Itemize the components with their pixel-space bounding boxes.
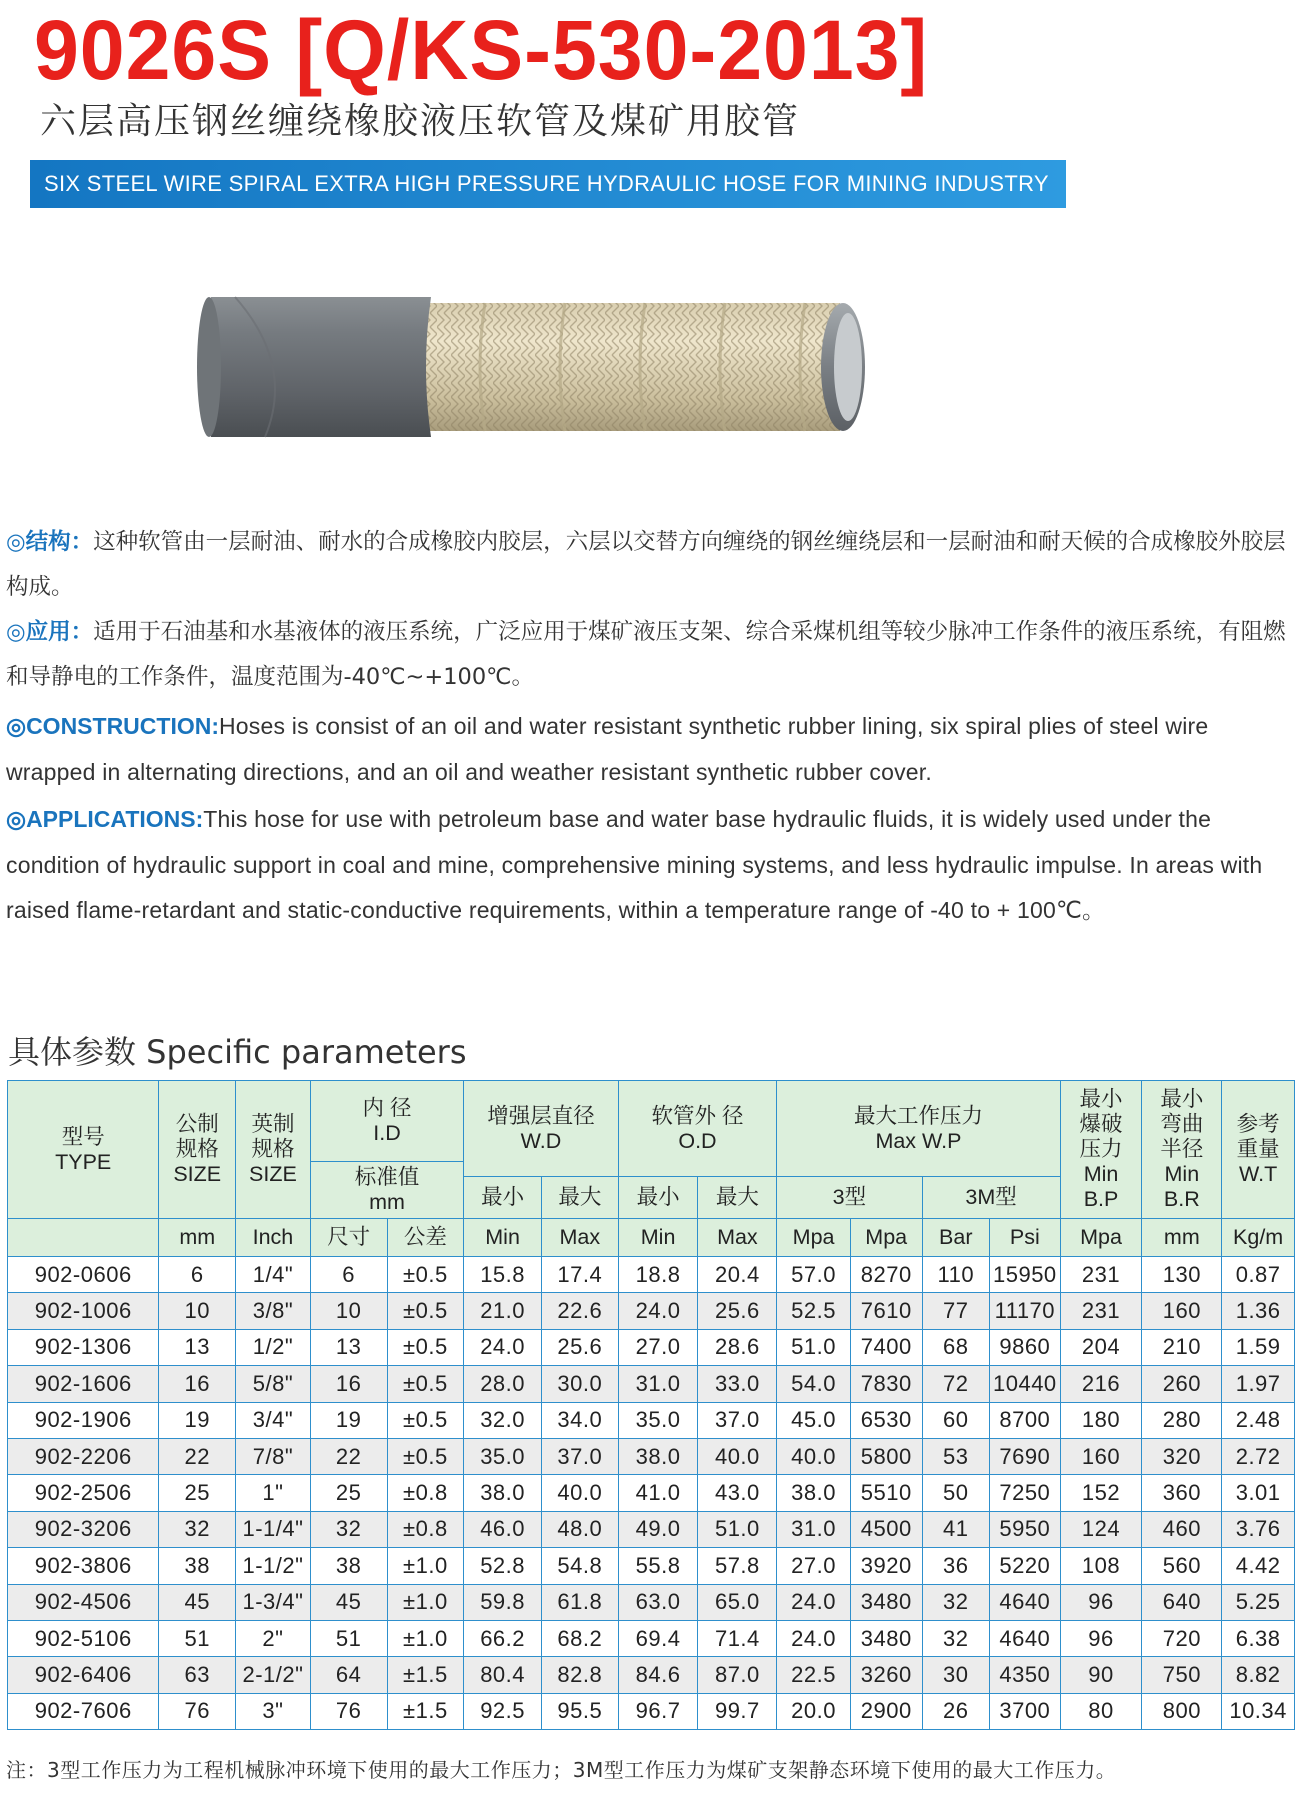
table-cell: 108 [1060,1548,1142,1584]
footnote: 注：3型工作压力为工程机械脉冲环境下使用的最大工作压力；3M型工作压力为煤矿支架静态环境下使用的最大工作压力。 [6,1758,1117,1782]
unit-cell: mm [1142,1219,1222,1257]
table-cell: 66.2 [464,1620,542,1656]
th-size-mm [159,1081,236,1219]
table-cell: 5510 [850,1475,922,1511]
table-cell: 22 [310,1438,387,1474]
table-cell: 40.0 [698,1438,777,1474]
table-cell: 31.0 [618,1366,698,1402]
unit-cell: Min [618,1219,698,1257]
table-cell: ±0.5 [387,1438,464,1474]
table-cell: 19 [159,1402,236,1438]
table-cell: 36 [922,1548,990,1584]
table-cell: 1/2" [236,1329,311,1365]
table-cell: 1.59 [1222,1329,1295,1365]
table-cell: 4640 [990,1620,1061,1656]
table-cell: 902-7606 [8,1693,159,1729]
table-cell: 160 [1142,1293,1222,1329]
table-cell: 16 [159,1366,236,1402]
table-cell: 560 [1142,1548,1222,1584]
th-od-text: 软管外 径 O.D [651,1103,744,1153]
en-construction-paragraph [6,704,1296,795]
unit-cell [8,1219,159,1257]
table-cell: ±0.5 [387,1257,464,1293]
table-cell: ±0.5 [387,1329,464,1365]
table-cell: 37.0 [698,1402,777,1438]
table-cell: 2900 [850,1693,922,1729]
table-cell: 57.8 [698,1548,777,1584]
table-cell: 38.0 [618,1438,698,1474]
table-cell: 51 [310,1620,387,1656]
table-cell: 24.0 [618,1293,698,1329]
table-cell: 92.5 [464,1693,542,1729]
en-applications-text: This hose for use with petroleum base and water base hydraulic fluids, it is widely used under the condition of hydraulic support in coal and mine, comprehensive mining systems, and less hydraulic impulse. In areas with raised flame-retardant and static-conductive requirements, within a temperature range of -40 to + 100℃。 [6,806,1263,923]
en-applications-label: ◎APPLICATIONS: [6,806,204,832]
table-row [8,1511,1295,1547]
table-cell: 902-0606 [8,1257,159,1293]
table-cell: 96 [1060,1584,1142,1620]
table-cell: 800 [1142,1693,1222,1729]
th-bp [1060,1081,1142,1219]
table-cell: 7610 [850,1293,922,1329]
table-cell: 3700 [990,1693,1061,1729]
spec-table [7,1080,1295,1730]
table-cell: 902-5106 [8,1620,159,1656]
table-cell: 63 [159,1657,236,1693]
table-cell: 7250 [990,1475,1061,1511]
table-cell: 3" [236,1693,311,1729]
cn-structure-label: ◎结构： [6,529,94,555]
table-row [8,1329,1295,1365]
spec-table-body [8,1257,1295,1730]
table-cell: 2-1/2" [236,1657,311,1693]
table-cell: 18.8 [618,1257,698,1293]
table-cell: 53 [922,1438,990,1474]
table-cell: 902-3806 [8,1548,159,1584]
table-cell: 46.0 [464,1511,542,1547]
table-row [8,1402,1295,1438]
hose-image [185,285,960,450]
table-cell: 1-3/4" [236,1584,311,1620]
table-cell: 22 [159,1438,236,1474]
table-row [8,1475,1295,1511]
table-cell: 32 [922,1620,990,1656]
table-row [8,1293,1295,1329]
table-cell: 95.5 [541,1693,618,1729]
table-row [8,1657,1295,1693]
table-cell: 7690 [990,1438,1061,1474]
table-cell: 231 [1060,1257,1142,1293]
th-od [618,1081,777,1177]
unit-cell: Min [464,1219,542,1257]
table-cell: 20.4 [698,1257,777,1293]
table-cell: 8270 [850,1257,922,1293]
table-cell: 152 [1060,1475,1142,1511]
table-cell: 22.6 [541,1293,618,1329]
params-title: 具体参数 Specific parameters [8,1033,467,1071]
table-cell: 99.7 [698,1693,777,1729]
table-cell: ±1.0 [387,1548,464,1584]
table-cell: 902-1006 [8,1293,159,1329]
table-cell: 20.0 [777,1693,851,1729]
table-cell: 7830 [850,1366,922,1402]
table-cell: 1.36 [1222,1293,1295,1329]
th-wd-max: 最大 [541,1177,618,1219]
table-cell: 6 [159,1257,236,1293]
table-cell: 15950 [990,1257,1061,1293]
table-cell: 87.0 [698,1657,777,1693]
th-br-text: 最小 弯曲 半径 Min B.R [1160,1087,1204,1211]
table-cell: 1-1/4" [236,1511,311,1547]
th-size-inch-text: 英制 规格 SIZE [249,1112,297,1186]
table-cell: 15.8 [464,1257,542,1293]
table-cell: 902-3206 [8,1511,159,1547]
table-cell: 41 [922,1511,990,1547]
unit-cell: Psi [990,1219,1061,1257]
table-cell: ±1.0 [387,1584,464,1620]
table-cell: 76 [159,1693,236,1729]
table-cell: 45 [159,1584,236,1620]
table-cell: 902-4506 [8,1584,159,1620]
table-cell: 260 [1142,1366,1222,1402]
table-cell: 54.8 [541,1548,618,1584]
table-cell: 68 [922,1329,990,1365]
table-cell: 54.0 [777,1366,851,1402]
table-cell: 64 [310,1657,387,1693]
en-construction-label: ◎CONSTRUCTION: [6,713,219,739]
table-cell: 61.8 [541,1584,618,1620]
unit-cell: Max [698,1219,777,1257]
unit-cell: Mpa [777,1219,851,1257]
table-cell: 37.0 [541,1438,618,1474]
table-cell: 77 [922,1293,990,1329]
table-cell: 84.6 [618,1657,698,1693]
table-cell: 902-1606 [8,1366,159,1402]
unit-cell: Mpa [1060,1219,1142,1257]
table-cell: 5220 [990,1548,1061,1584]
cn-application-label: ◎应用： [6,619,94,645]
table-cell: 1/4" [236,1257,311,1293]
table-cell: 45 [310,1584,387,1620]
table-cell: 35.0 [618,1402,698,1438]
table-row [8,1366,1295,1402]
table-cell: 24.0 [464,1329,542,1365]
table-cell: 280 [1142,1402,1222,1438]
unit-cell: Max [541,1219,618,1257]
table-cell: 216 [1060,1366,1142,1402]
table-cell: 902-6406 [8,1657,159,1693]
th-br [1142,1081,1222,1219]
th-type-text: 型号 TYPE [55,1124,112,1174]
table-cell: 3/8" [236,1293,311,1329]
table-cell: 124 [1060,1511,1142,1547]
table-cell: 57.0 [777,1257,851,1293]
table-cell: 110 [922,1257,990,1293]
th-wd-text: 增强层直径 W.D [487,1103,595,1153]
table-cell: 30 [922,1657,990,1693]
table-cell: 51.0 [698,1511,777,1547]
table-cell: 52.5 [777,1293,851,1329]
table-cell: 3920 [850,1548,922,1584]
table-cell: 32 [159,1511,236,1547]
table-cell: 10 [310,1293,387,1329]
table-cell: 5.25 [1222,1584,1295,1620]
table-cell: 1.97 [1222,1366,1295,1402]
table-row [8,1438,1295,1474]
th-od-min: 最小 [618,1177,698,1219]
th-id-std-text: 标准值 mm [354,1165,420,1214]
table-cell: 3260 [850,1657,922,1693]
th-wd-min: 最小 [464,1177,542,1219]
table-cell: 3/4" [236,1402,311,1438]
chinese-subtitle: 六层高压钢丝缠绕橡胶液压软管及煤矿用胶管 [40,101,801,142]
table-cell: 6530 [850,1402,922,1438]
table-cell: 76 [310,1693,387,1729]
table-cell: 720 [1142,1620,1222,1656]
cn-structure-paragraph [6,520,1296,610]
table-cell: 5/8" [236,1366,311,1402]
table-row [8,1257,1295,1293]
table-cell: 63.0 [618,1584,698,1620]
table-cell: 8.82 [1222,1657,1295,1693]
table-cell: 6.38 [1222,1620,1295,1656]
table-cell: 21.0 [464,1293,542,1329]
table-row [8,1548,1295,1584]
unit-cell: mm [159,1219,236,1257]
table-cell: 902-1306 [8,1329,159,1365]
table-cell: 5950 [990,1511,1061,1547]
table-cell: 22.5 [777,1657,851,1693]
table-cell: 68.2 [541,1620,618,1656]
table-cell: 55.8 [618,1548,698,1584]
table-cell: ±0.8 [387,1475,464,1511]
table-cell: 210 [1142,1329,1222,1365]
table-cell: 59.8 [464,1584,542,1620]
table-cell: 65.0 [698,1584,777,1620]
table-cell: 32.0 [464,1402,542,1438]
table-cell: 204 [1060,1329,1142,1365]
table-cell: 96 [1060,1620,1142,1656]
units-row [8,1219,1295,1257]
table-cell: 10 [159,1293,236,1329]
table-row [8,1620,1295,1656]
table-cell: 10.34 [1222,1693,1295,1729]
table-cell: 35.0 [464,1438,542,1474]
table-cell: 7400 [850,1329,922,1365]
table-cell: 17.4 [541,1257,618,1293]
table-cell: 38 [310,1548,387,1584]
table-cell: 45.0 [777,1402,851,1438]
table-cell: 0.87 [1222,1257,1295,1293]
table-cell: 9860 [990,1329,1061,1365]
table-cell: 48.0 [541,1511,618,1547]
table-cell: 43.0 [698,1475,777,1511]
table-cell: 231 [1060,1293,1142,1329]
unit-cell: Bar [922,1219,990,1257]
table-cell: 90 [1060,1657,1142,1693]
table-cell: 80 [1060,1693,1142,1729]
table-cell: 71.4 [698,1620,777,1656]
table-cell: 25 [310,1475,387,1511]
product-title: 9026S [Q/KS-530-2013] [34,3,929,97]
th-size-mm-text: 公制 规格 SIZE [173,1112,222,1186]
table-cell: 4.42 [1222,1548,1295,1584]
table-cell: 30.0 [541,1366,618,1402]
table-cell: 3.76 [1222,1511,1295,1547]
en-applications-paragraph [6,797,1296,934]
table-cell: 7/8" [236,1438,311,1474]
table-cell: 902-2506 [8,1475,159,1511]
th-type3m: 3M型 [922,1177,1060,1219]
table-cell: 51.0 [777,1329,851,1365]
th-od-max: 最大 [698,1177,777,1219]
table-cell: ±0.5 [387,1402,464,1438]
table-cell: 130 [1142,1257,1222,1293]
english-banner [30,160,1066,208]
th-wt [1222,1081,1295,1219]
table-cell: 25.6 [541,1329,618,1365]
table-cell: 13 [159,1329,236,1365]
table-cell: 50 [922,1475,990,1511]
table-cell: 96.7 [618,1693,698,1729]
table-cell: 34.0 [541,1402,618,1438]
table-cell: 4350 [990,1657,1061,1693]
table-cell: ±1.5 [387,1693,464,1729]
table-cell: 360 [1142,1475,1222,1511]
th-id-text: 内 径 I.D [362,1096,412,1145]
table-cell: 2" [236,1620,311,1656]
en-construction-text: Hoses is consist of an oil and water resistant synthetic rubber lining, six spiral plies of steel wire wrapped in alternating directions, and an oil and weather resistant synthetic rubber cover. [6,713,1209,785]
table-cell: 60 [922,1402,990,1438]
th-type [8,1081,159,1219]
table-cell: 3480 [850,1584,922,1620]
table-cell: 6 [310,1257,387,1293]
table-cell: 1-1/2" [236,1548,311,1584]
table-cell: 72 [922,1366,990,1402]
unit-cell: 公差 [387,1219,464,1257]
cn-structure-text: 这种软管由一层耐油、耐水的合成橡胶内胶层，六层以交替方向缠绕的钢丝缠绕层和一层耐油和耐天候的合成橡胶外胶层构成。 [6,529,1286,600]
th-wt-text: 参考 重量 W.T [1236,1112,1280,1186]
table-cell: 80.4 [464,1657,542,1693]
th-wd [464,1081,618,1177]
table-cell: 32 [922,1584,990,1620]
table-cell: 640 [1142,1584,1222,1620]
table-cell: 38.0 [464,1475,542,1511]
th-wp [777,1081,1060,1177]
table-cell: 38 [159,1548,236,1584]
table-cell: 902-2206 [8,1438,159,1474]
table-cell: 28.0 [464,1366,542,1402]
english-banner-text: SIX STEEL WIRE SPIRAL EXTRA HIGH PRESSURE HYDRAULIC HOSE FOR MINING INDUSTRY [44,171,1049,196]
unit-cell: Kg/m [1222,1219,1295,1257]
table-cell: 4640 [990,1584,1061,1620]
table-cell: 41.0 [618,1475,698,1511]
table-cell: 2.48 [1222,1402,1295,1438]
table-cell: 52.8 [464,1548,542,1584]
table-cell: 5800 [850,1438,922,1474]
unit-cell: Inch [236,1219,311,1257]
table-cell: 180 [1060,1402,1142,1438]
table-cell: 320 [1142,1438,1222,1474]
table-cell: 25 [159,1475,236,1511]
table-cell: ±0.5 [387,1366,464,1402]
table-row [8,1584,1295,1620]
table-cell: 82.8 [541,1657,618,1693]
table-cell: 40.0 [541,1475,618,1511]
table-cell: 13 [310,1329,387,1365]
table-cell: 11170 [990,1293,1061,1329]
table-cell: 460 [1142,1511,1222,1547]
th-size-inch [236,1081,311,1219]
table-cell: 38.0 [777,1475,851,1511]
table-cell: 19 [310,1402,387,1438]
table-cell: 33.0 [698,1366,777,1402]
unit-cell: Mpa [850,1219,922,1257]
table-cell: 49.0 [618,1511,698,1547]
table-cell: 3480 [850,1620,922,1656]
table-cell: 24.0 [777,1584,851,1620]
table-cell: ±1.0 [387,1620,464,1656]
table-cell: 16 [310,1366,387,1402]
th-id-std [310,1162,463,1219]
table-cell: 4500 [850,1511,922,1547]
table-cell: 26 [922,1693,990,1729]
th-bp-text: 最小 爆破 压力 Min B.P [1079,1087,1123,1211]
table-cell: 902-1906 [8,1402,159,1438]
table-cell: 1" [236,1475,311,1511]
cn-application-paragraph [6,610,1296,700]
table-cell: 25.6 [698,1293,777,1329]
table-cell: 750 [1142,1657,1222,1693]
table-cell: 24.0 [777,1620,851,1656]
table-cell: 51 [159,1620,236,1656]
th-wp-text: 最大工作压力 Max W.P [853,1103,983,1153]
table-cell: 3.01 [1222,1475,1295,1511]
table-row [8,1693,1295,1729]
th-type3: 3型 [777,1177,922,1219]
table-cell: ±1.5 [387,1657,464,1693]
table-cell: 160 [1060,1438,1142,1474]
table-cell: 40.0 [777,1438,851,1474]
table-cell: 32 [310,1511,387,1547]
table-cell: 31.0 [777,1511,851,1547]
table-cell: 27.0 [777,1548,851,1584]
table-cell: 28.6 [698,1329,777,1365]
table-cell: 27.0 [618,1329,698,1365]
table-cell: 10440 [990,1366,1061,1402]
table-cell: ±0.8 [387,1511,464,1547]
cn-application-text: 适用于石油基和水基液体的液压系统，广泛应用于煤矿液压支架、综合采煤机组等较少脉冲工作条件的液压系统，有阻燃和导静电的工作条件，温度范围为-40℃~+100℃。 [6,619,1286,690]
table-cell: ±0.5 [387,1293,464,1329]
table-cell: 2.72 [1222,1438,1295,1474]
table-cell: 69.4 [618,1620,698,1656]
unit-cell: 尺寸 [310,1219,387,1257]
th-id [310,1081,463,1162]
table-cell: 8700 [990,1402,1061,1438]
